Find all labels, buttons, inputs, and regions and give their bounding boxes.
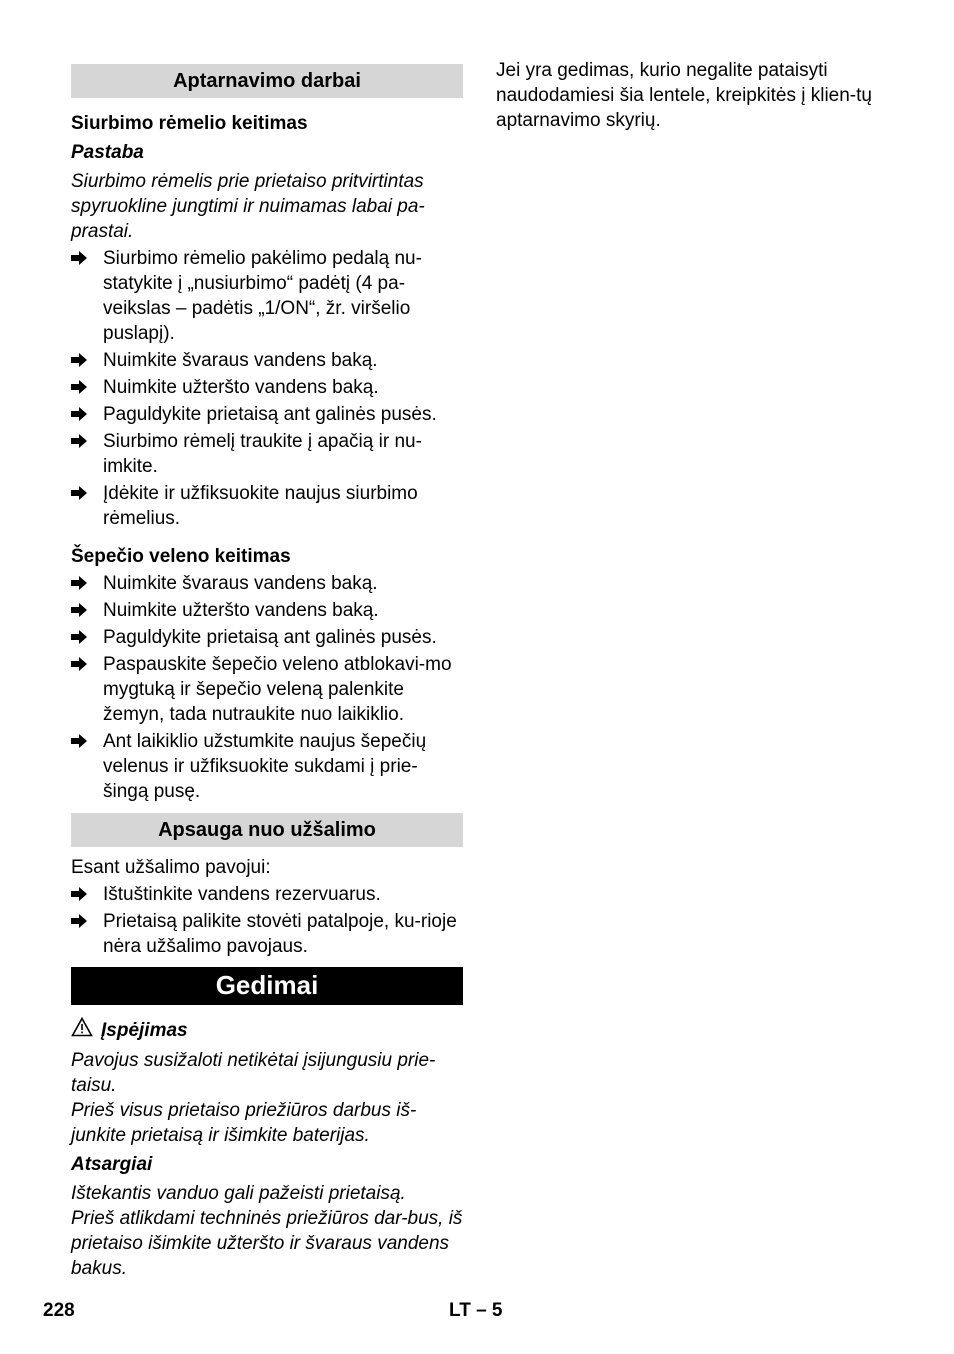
list-item-text: Nuimkite švaraus vandens baką.: [103, 350, 378, 371]
page-number: 228: [43, 1300, 75, 1321]
arrow-icon: [71, 598, 103, 623]
list-item-text: Paguldykite prietaisą ant galinės pusės.: [103, 404, 437, 425]
language-page-label: LT – 5: [449, 1300, 503, 1321]
frost-intro: Esant užšalimo pavojui:: [71, 857, 271, 878]
arrow-icon: [71, 429, 103, 479]
list-item: [71, 729, 463, 804]
left-column: [71, 58, 463, 1281]
arrow-icon: [71, 625, 103, 650]
list-item-text: Įdėkite ir užfiksuokite naujus siurbimo rėmelius.: [103, 483, 418, 529]
arrow-icon: [71, 882, 103, 907]
list-item: [71, 882, 463, 907]
list-item: [71, 402, 463, 427]
list-item-text: Nuimkite užteršto vandens baką.: [103, 377, 379, 398]
list-item-text: Siurbimo rėmelio pakėlimo pedalą nu-statykite į „nusiurbimo“ padėtį (4 pa-veikslas – padėtis „1/ON“, žr. viršelio puslapį).: [103, 248, 422, 344]
list-item: [71, 348, 463, 373]
list-item: [71, 571, 463, 596]
list-item: [71, 625, 463, 650]
list-item-text: Nuimkite švaraus vandens baką.: [103, 573, 378, 594]
list-item-text: Siurbimo rėmelį traukite į apačią ir nu-imkite.: [103, 431, 422, 477]
list-item: [71, 246, 463, 346]
section-title-faults: Gedimai: [71, 967, 463, 1005]
arrow-icon: [71, 571, 103, 596]
list-item: [71, 375, 463, 400]
subheading-suction-frame: Siurbimo rėmelio keitimas: [71, 113, 308, 134]
list-item-text: Ant laikiklio užstumkite naujus šepečių velenus ir užfiksuokite sukdami į prie-šingą pusę.: [103, 731, 427, 802]
arrow-icon: [71, 402, 103, 427]
subheading-brush-roller: Šepečio veleno keitimas: [71, 546, 291, 567]
section-title-maintenance: Aptarnavimo darbai: [71, 64, 463, 98]
list-item: [71, 652, 463, 727]
note-text: Siurbimo rėmelis prie prietaiso pritvirtintas spyruokline jungtimi ir nuimamas labai pa-prastai.: [71, 171, 425, 242]
warning-triangle-icon: [71, 1017, 93, 1044]
fault-contact-text: Jei yra gedimas, kurio negalite pataisyti naudodamiesi šia lentele, kreipkitės į klien-tų aptarnavimo skyrių.: [496, 60, 872, 131]
list-item-text: Paguldykite prietaisą ant galinės pusės.: [103, 627, 437, 648]
arrow-icon: [71, 246, 103, 346]
arrow-icon: [71, 909, 103, 959]
list-item-text: Ištuštinkite vandens rezervuarus.: [103, 884, 381, 905]
list-item: [71, 598, 463, 623]
caution-label: Atsargiai: [71, 1154, 153, 1175]
caution-text: Prieš atlikdami techninės priežiūros dar-bus, iš prietaiso išimkite užteršto ir švaraus vandens bakus.: [71, 1208, 463, 1279]
arrow-icon: [71, 481, 103, 531]
arrow-icon: [71, 348, 103, 373]
note-label: Pastaba: [71, 142, 144, 163]
warning-label: Įspėjimas: [101, 1020, 188, 1041]
arrow-icon: [71, 375, 103, 400]
warning-heading: [71, 1017, 463, 1044]
list-item: [71, 481, 463, 531]
warning-text: Prieš visus prietaiso priežiūros darbus iš-junkite prietaisą ir išimkite baterijas.: [71, 1100, 417, 1146]
list-item: [71, 909, 463, 959]
arrow-icon: [71, 652, 103, 727]
list-item-text: Prietaisą palikite stovėti patalpoje, ku-rioje nėra užšalimo pavojaus.: [103, 911, 457, 957]
right-column: [496, 58, 896, 133]
warning-text: Pavojus susižaloti netikėtai įsijungusiu prie-taisu.: [71, 1050, 436, 1096]
list-item-text: Paspauskite šepečio veleno atblokavi-mo mygtuką ir šepečio veleną palenkite žemyn, tada nutraukite nuo laikiklio.: [103, 654, 452, 725]
caution-text: Ištekantis vanduo gali pažeisti prietaisą.: [71, 1183, 406, 1204]
list-item: [71, 429, 463, 479]
arrow-icon: [71, 729, 103, 804]
list-item-text: Nuimkite užteršto vandens baką.: [103, 600, 379, 621]
section-title-frost: Apsauga nuo užšalimo: [71, 813, 463, 847]
